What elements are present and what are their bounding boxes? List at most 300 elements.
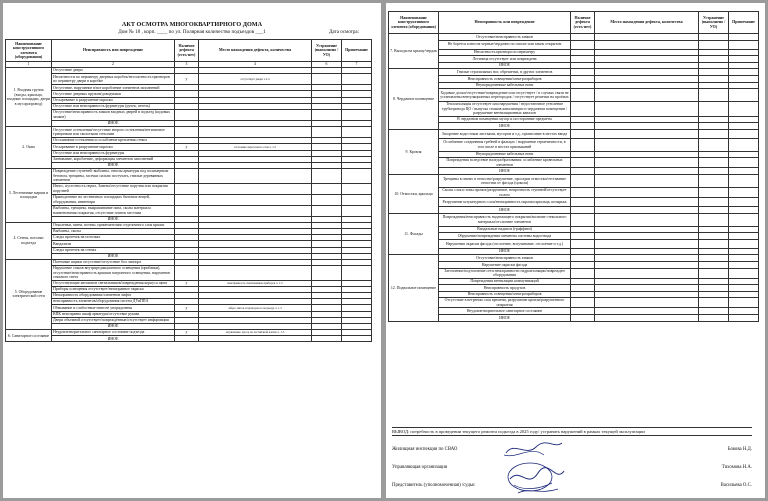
signature-name: Васильева О.С. [720, 483, 752, 488]
defect-text: Отсутствие или неисправность фурнитуры [52, 150, 175, 156]
defect-mark [571, 188, 595, 198]
table-row [389, 89, 759, 102]
defect-text: Неплотности по периметру дверных коробок/несплотность притворов по периметру двери в коробке [52, 74, 175, 85]
col-number: 3 [175, 62, 199, 68]
header-element: Наименование конструктивного элемента (оборудования) [6, 40, 52, 62]
defect-text: Вандализм [52, 241, 175, 247]
defect-mark [571, 62, 595, 69]
note-cell [729, 158, 759, 168]
fix-cell [699, 168, 729, 175]
fix-cell [699, 69, 729, 76]
defect-text: Следы протечек на стенах [52, 247, 175, 253]
defect-mark [571, 40, 595, 49]
defect-text: ВПК неисправно шкаф арматуры/отсутствие рукава [52, 311, 175, 317]
defect-text: Отсыревание в разрушение окраски [52, 144, 175, 150]
header-location: Место нахождения дефекта, количества [595, 12, 699, 34]
fix-cell [699, 123, 729, 130]
defect-mark [571, 34, 595, 41]
table-row [389, 255, 759, 262]
defect-text: Повреждения/неисправность надлежащего покрытия/наличие стекольного материала/отслоение элементов [439, 213, 571, 226]
fix-cell [312, 194, 342, 205]
header-defect: Неисправность или повреждение [439, 12, 571, 34]
fix-cell [699, 314, 729, 321]
defect-text: Отсутствующие автоматов светильников/повреждения корпуса щита [52, 280, 175, 286]
defect-text: Неудовлетворительное санитарное состояние [439, 308, 571, 315]
defect-text: ИНОЕ [439, 248, 571, 255]
note-cell [729, 151, 759, 158]
table-row [389, 285, 759, 292]
defect-location [595, 213, 699, 226]
header-fix: Устранение (выполнено / УО) [312, 40, 342, 62]
fix-cell [699, 262, 729, 269]
defect-location: заброс ниток и проводов по подъезду л. 1-5 [199, 305, 312, 311]
note-cell [729, 255, 759, 262]
fix-cell [699, 151, 729, 158]
defect-mark [571, 175, 595, 188]
signature-name: Тихомова Н.А. [721, 465, 752, 470]
defect-location [595, 233, 699, 240]
defect-text: Нарушения окраски фасада (отслоение, вспучивание, отслоение и т.д.) [439, 239, 571, 248]
defect-mark [571, 239, 595, 248]
act-subtitle: Дом № 18 , корп. ____ по ул. Полярная количество подъездов ___1 [118, 29, 266, 35]
note-cell [342, 336, 372, 342]
defect-text: Отсутствие двери [52, 68, 175, 74]
defect-mark [571, 129, 595, 138]
defect-mark [571, 207, 595, 214]
fix-cell [699, 82, 729, 89]
defect-location [595, 207, 699, 214]
element-name: 2. Окна [6, 127, 52, 169]
table-row [389, 207, 759, 214]
defect-text: Загнивание, коробление, деформация элементов заполнений [52, 156, 175, 162]
element-name: 6. Санитарное состояние [6, 330, 52, 342]
defect-mark: у [175, 305, 199, 311]
table-row [389, 82, 759, 89]
defect-text: В чердачном помещении мусор и посторонние предметы [439, 116, 571, 123]
note-cell [729, 262, 759, 269]
act-title: АКТ ОСМОТРА МНОГОКВАРТИРНОГО ДОМА [121, 21, 263, 28]
signature-role: Жилищная инспекция по СВАО [392, 447, 458, 452]
fix-cell [699, 213, 729, 226]
note-cell [729, 213, 759, 226]
element-name: 5. Оборудование электрической сети [6, 259, 52, 329]
col-number: 2 [52, 62, 175, 68]
table-row [6, 194, 372, 205]
fix-cell [699, 198, 729, 207]
defect-location [595, 188, 699, 198]
defect-text: Неисправность продухов [439, 285, 571, 292]
defect-text: ИНОЕ [439, 207, 571, 214]
fix-cell [699, 56, 729, 63]
fix-cell [699, 89, 729, 102]
table-row [6, 74, 372, 85]
defect-mark [571, 298, 595, 308]
defect-text: Отсутствие/неисправность замков [439, 34, 571, 41]
defect-location [595, 226, 699, 233]
note-cell [729, 248, 759, 255]
note-cell [342, 205, 372, 216]
defect-text: ИНОЕ [439, 123, 571, 130]
defect-text: ИНОЕ [52, 323, 175, 329]
note-cell [729, 268, 759, 278]
defect-mark [571, 226, 595, 233]
defect-location [595, 262, 699, 269]
right-page [386, 3, 765, 498]
table-row [389, 123, 759, 130]
defect-location: отсутствует двери 1-2 п [199, 74, 312, 85]
defect-text: Износ, пустотность перил, Замена/отсутствие поручня или покрытия поручней [52, 183, 175, 194]
defect-mark [175, 336, 199, 342]
defect-text: Вандальные надписи (граффити) [439, 226, 571, 233]
header-element: Наименование конструктивного элемента (оборудования) [389, 12, 439, 34]
defect-text: ИНОЕ [52, 120, 175, 126]
defect-mark [571, 314, 595, 321]
defect-mark [571, 116, 595, 123]
table-row [389, 56, 759, 63]
table-row [6, 183, 372, 194]
table-row [389, 158, 759, 168]
defect-text: Повреждения вследствие наледообразования: ослабление кровельных элементов [439, 158, 571, 168]
table-row [389, 116, 759, 123]
fix-cell [312, 336, 342, 342]
defect-location [595, 291, 699, 298]
defect-text: ИНОЕ [439, 168, 571, 175]
defect-location [595, 34, 699, 41]
defect-mark: у [175, 330, 199, 336]
note-cell [729, 102, 759, 117]
fix-cell [699, 129, 729, 138]
defect-text: Отсыревание в разрушение окраски [52, 97, 175, 103]
note-cell [729, 207, 759, 214]
defect-location: неисправность светильников приборов л. 1-5 [199, 280, 312, 286]
table-row [389, 168, 759, 175]
defect-text: Неисправность освещения/электроприборов [439, 75, 571, 82]
note-cell [729, 129, 759, 138]
fix-cell [699, 255, 729, 262]
defect-mark [175, 266, 199, 281]
defect-text: Отсутствие/неисправность замков входных дверей в подъезд (кодовых замков) [52, 109, 175, 120]
defect-location [595, 75, 699, 82]
fix-cell [312, 169, 342, 184]
fix-cell [699, 102, 729, 117]
defect-text: Неисправность освещения/электроприборов [439, 291, 571, 298]
signature-name: Бокова Н.Д. [727, 447, 752, 452]
note-cell [729, 89, 759, 102]
note-cell [342, 127, 372, 138]
defect-text: Отколенки, пятна, потеки, примечательно отделочного слоя краски [52, 222, 175, 228]
defect-location [595, 298, 699, 308]
col-number: 4 [199, 62, 312, 68]
defect-mark: у [175, 144, 199, 150]
fix-cell [699, 138, 729, 151]
defect-text: Гнилые стропильных ног, обрешетки, в других элементов [439, 69, 571, 76]
defect-location [595, 129, 699, 138]
header-location: Место нахождения дефекта, количества [199, 40, 312, 62]
fix-cell [312, 183, 342, 194]
table-row [389, 102, 759, 117]
header-note: Примечание [729, 12, 759, 34]
note-cell [729, 62, 759, 69]
defect-location [199, 169, 312, 184]
defect-location [595, 102, 699, 117]
table-row [389, 175, 759, 188]
element-name: 12. Подвальное помещение [389, 255, 439, 321]
defect-mark [571, 69, 595, 76]
table-row [6, 266, 372, 281]
defect-text: Неупорядоченные кабельных нити [439, 151, 571, 158]
table-row [389, 151, 759, 158]
defect-text: Двери объемной отсутствует/повреждённые/отсутствует информации [52, 317, 175, 323]
note-cell [729, 40, 759, 49]
header-fix: Устранение (выполнено / УО) [699, 12, 729, 34]
defect-mark [571, 213, 595, 226]
signature-scribbles [500, 439, 570, 497]
header-presence: Наличие дефекта (есть-нет) [175, 40, 199, 62]
inspection-table-right [388, 11, 759, 322]
signature-role: Представитель (уполномоченная) /судьи [392, 483, 475, 488]
table-row [389, 198, 759, 207]
note-cell [729, 188, 759, 198]
note-cell [342, 266, 372, 281]
signature-role: Управляющая организация [392, 465, 448, 470]
defect-text: Засорение водостоков листьями, мусором и т.д., провисание в местах ввода [439, 129, 571, 138]
fix-cell [699, 268, 729, 278]
table-row [6, 109, 372, 120]
table-row [389, 314, 759, 321]
fix-cell [699, 233, 729, 240]
note-cell [729, 198, 759, 207]
note-cell [729, 123, 759, 130]
defect-mark [571, 233, 595, 240]
defect-text: Выбоины, сколы [52, 228, 175, 234]
defect-mark [175, 169, 199, 184]
defect-mark [571, 285, 595, 292]
defect-mark [175, 194, 199, 205]
element-name: 7. Выходы на крышу/чердак [389, 34, 439, 69]
defect-location [199, 109, 312, 120]
left-page [3, 3, 381, 498]
fix-cell [699, 62, 729, 69]
table-row [389, 188, 759, 198]
defect-text: Отсутствие дверных пружин/доводчиков [52, 91, 175, 97]
note-cell [729, 175, 759, 188]
defect-text: ИНОЕ [52, 162, 175, 168]
defect-mark [571, 102, 595, 117]
note-cell [729, 69, 759, 76]
defect-text: Неупорядоченные кабельных нити [439, 82, 571, 89]
note-cell [729, 239, 759, 248]
table-row [389, 138, 759, 151]
inspection-table-left [5, 39, 372, 342]
defect-text: Ослабление соединения гребней в фальцах / нарушение герметичности, в том числе в местах примыканий [439, 138, 571, 151]
fix-cell [312, 127, 342, 138]
fix-cell [699, 158, 729, 168]
signature-block [392, 427, 752, 497]
conclusion-text: ВЫВОД: потребность в проведении текущего ремонта подъезда в 2025 году/ устранить нарушений в рамках текущей эксплуатации [392, 427, 752, 436]
defect-mark [571, 123, 595, 130]
table-row [6, 205, 372, 216]
table-row [389, 69, 759, 76]
table-row [389, 233, 759, 240]
element-name: 3. Лестничные марши и площадки [6, 169, 52, 223]
table-row [6, 336, 372, 342]
table-row [389, 213, 759, 226]
defect-mark [571, 248, 595, 255]
note-cell [729, 308, 759, 315]
defect-location [595, 62, 699, 69]
defect-mark [571, 198, 595, 207]
defect-text: Не борется ключ на черные/чердачно по списке или замок открытом [439, 40, 571, 49]
note-cell [729, 75, 759, 82]
defect-text: Теплоизоляция отсутствует или нарушения / недостаточное утепление трубопровода ЦО / выпуска стояков канализации и чердачном помещении / разрушение вентиляционных каналов [439, 102, 571, 117]
defect-text: Сколы слоя и зоны прочих/разрушение, непрочность ступеней/отсутствует полом [439, 188, 571, 198]
fix-cell [699, 226, 729, 233]
defect-location [595, 255, 699, 262]
defect-text: Отсутствие в ветрении слоя времени, разрушение кровли/разрушенного покрытия [439, 298, 571, 308]
note-cell [729, 314, 759, 321]
defect-mark [571, 56, 595, 63]
fix-cell [699, 49, 729, 56]
defect-mark [571, 89, 595, 102]
fix-cell [699, 285, 729, 292]
defect-location [595, 49, 699, 56]
defect-text: Затопление/подтопление сети неисправности гидроизоляции/поврежден оборудования [439, 268, 571, 278]
defect-mark [571, 75, 595, 82]
note-cell [729, 278, 759, 285]
defect-mark: у [175, 280, 199, 286]
fix-cell [699, 291, 729, 298]
defect-mark [571, 49, 595, 56]
note-cell [342, 183, 372, 194]
defect-location [199, 127, 312, 138]
defect-location [595, 116, 699, 123]
defect-location [595, 40, 699, 49]
header-note: Примечание [342, 40, 372, 62]
defect-mark [175, 183, 199, 194]
col-number: 6 [312, 62, 342, 68]
col-number: 1 [6, 62, 52, 68]
defect-text: Обмывание и слабостные нити не упорядочены [52, 305, 175, 311]
fix-cell [312, 266, 342, 281]
defect-location [595, 308, 699, 315]
defect-location [595, 56, 699, 63]
table-row [389, 226, 759, 233]
defect-location [595, 168, 699, 175]
defect-mark [571, 158, 595, 168]
defect-text: Неплотность притвора по периметру [439, 49, 571, 56]
signature-row [392, 447, 752, 455]
defect-location [595, 138, 699, 151]
defect-text: Нарушение окраски фасада [439, 262, 571, 269]
note-cell [729, 233, 759, 240]
defect-text: Повреждение ступеней: выбоины, отколы арматуры под полимерным бетоном, трещины, засечки сильно постучать, гнилые деревянных элементов [52, 169, 175, 184]
defect-location [595, 151, 699, 158]
defect-location [595, 239, 699, 248]
note-cell [729, 34, 759, 41]
defect-location [199, 336, 312, 342]
note-cell [729, 56, 759, 63]
defect-location: загрязнение, мусор на лестничной клетке л. 1-5 [199, 330, 312, 336]
note-cell [342, 74, 372, 85]
table-row [389, 291, 759, 298]
defect-location [595, 158, 699, 168]
defect-text: Ходовые доски/отсутствие/повреждение или отсутствует / в случаях связи не установлены вентуляционных перегородок / отсутствует решетки на проёмах [439, 89, 571, 102]
signature-row [392, 465, 752, 473]
defect-text: Прямоделение на лестничных площадках бытовых вещей, оборудования, инвентаря [52, 194, 175, 205]
fix-cell [699, 207, 729, 214]
note-cell [729, 168, 759, 175]
table-row [389, 34, 759, 41]
fix-cell [312, 74, 342, 85]
defect-location [595, 278, 699, 285]
fix-cell [699, 308, 729, 315]
defect-text: Трещины в связях в отмостке/разрушение, просадки отмостки/отставание отмостки от фасада (цоколя) [439, 175, 571, 188]
defect-location [595, 268, 699, 278]
defect-text: ИНОЕ [439, 62, 571, 69]
defect-mark [571, 168, 595, 175]
defect-location [595, 175, 699, 188]
col-number: 7 [342, 62, 372, 68]
signature-row [392, 483, 752, 491]
element-name: 9. Кровля [389, 129, 439, 174]
defect-mark: у [175, 74, 199, 85]
defect-location [595, 89, 699, 102]
defect-location [595, 248, 699, 255]
fix-cell [312, 109, 342, 120]
defect-text: Лестница отсутствует или повреждена [439, 56, 571, 63]
table-row [389, 308, 759, 315]
defect-mark [571, 82, 595, 89]
fix-cell [699, 278, 729, 285]
defect-location [595, 82, 699, 89]
note-cell [342, 194, 372, 205]
defect-text: Неисправность оборудования/элементов лифта [52, 292, 175, 298]
table-row [389, 248, 759, 255]
defect-location: отслоение окрасочного слоя л. 1-5 [199, 144, 312, 150]
defect-text: Отсутствие или неисправность фурнитуры (ручек, петель) [52, 103, 175, 109]
defect-text: Повреждения вентиляции коммуникаций [439, 278, 571, 285]
note-cell [729, 138, 759, 151]
fix-cell [699, 175, 729, 188]
fix-cell [699, 248, 729, 255]
defect-location [595, 314, 699, 321]
note-cell [729, 285, 759, 292]
defect-text: Отсутствие/неисправность замков [439, 255, 571, 262]
note-cell [729, 116, 759, 123]
defect-mark [175, 205, 199, 216]
defect-mark [571, 308, 595, 315]
table-row [389, 129, 759, 138]
table-row [389, 75, 759, 82]
header-defect: Неисправность или повреждение [52, 40, 175, 62]
fix-cell [312, 205, 342, 216]
note-cell [729, 49, 759, 56]
defect-text: Отсутствие остекления/отсутствие второго остекления/нетипичное трещинами или сколотыми стеклами [52, 127, 175, 138]
table-row [389, 49, 759, 56]
defect-mark [571, 262, 595, 269]
defect-mark [175, 127, 199, 138]
fix-cell [699, 40, 729, 49]
defect-mark [571, 278, 595, 285]
defect-text: Неудовлетворительное санитарное состояние подъезда [52, 330, 175, 336]
defect-text: Отсутствие, нарушение в/все коробление элементов заполнений [52, 85, 175, 91]
element-name: 11. Фасады [389, 213, 439, 255]
header-presence: Наличие дефекта (есть-нет) [571, 12, 595, 34]
note-cell [342, 169, 372, 184]
element-name: 4. Стены, потолки подъезда [6, 222, 52, 259]
defect-text: ИНОЕ [52, 253, 175, 259]
table-row [389, 278, 759, 285]
